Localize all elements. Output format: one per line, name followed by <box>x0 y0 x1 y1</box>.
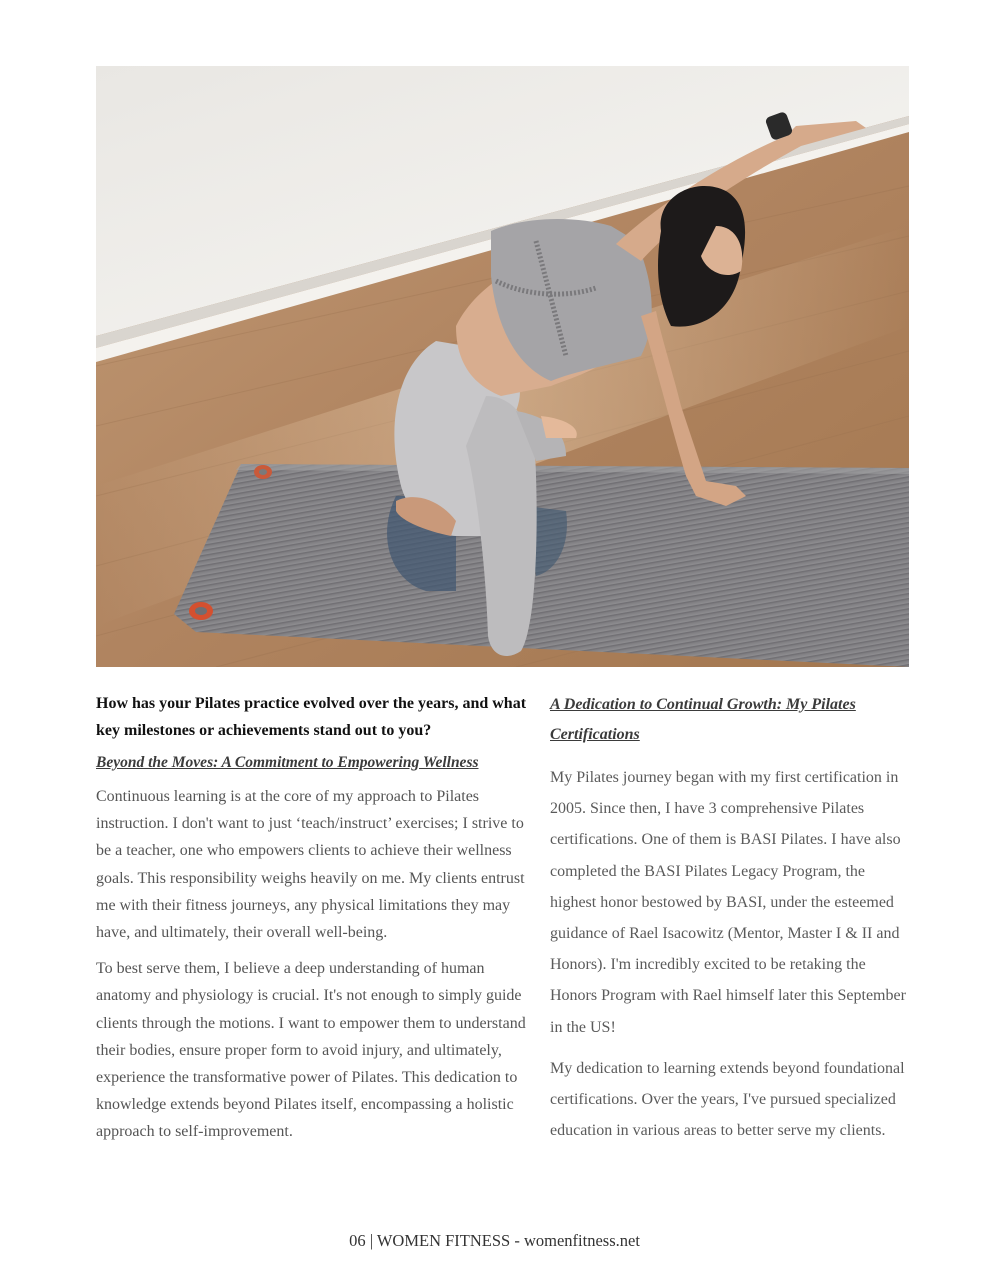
left-paragraph-2: To best serve them, I believe a deep understanding of human anatomy and physiology is crucial. It's not enough to simply guide clients through the motions. I want to empower them to understand their bodies, ensure proper form to avoid injury, and ultimately, experience the transformative power of Pilates. This dedication to knowledge extends beyond Pilates itself, encompassing a holistic approach to self-improvement. <box>96 960 526 1141</box>
right-paragraph-2: My dedication to learning extends beyond foundational certifications. Over the years, I've pursued specialized education in various areas to better serve my clients. <box>550 1059 905 1140</box>
page-footer: 06 | WOMEN FITNESS - womenfitness.net <box>349 1231 640 1250</box>
pilates-photo <box>96 66 909 667</box>
left-column <box>96 690 532 1146</box>
interview-question: How has your Pilates practice evolved over the years, and what key milestones or achievements stand out to you? <box>96 695 527 739</box>
right-subheading: A Dedication to Continual Growth: My Pilates Certifications <box>550 696 856 743</box>
right-column <box>550 690 910 1146</box>
left-subheading: Beyond the Moves: A Commitment to Empowering Wellness <box>96 754 479 771</box>
left-paragraph-1: Continuous learning is at the core of my approach to Pilates instruction. I don't want to just ‘teach/instruct’ exercises; I strive to be a teacher, one who empowers clients to achieve their wellness goals. This responsibility weighs heavily on me. My clients entrust me with their fitness journeys, any physical limitations they may have, and ultimately, their overall well-being. <box>96 788 525 942</box>
right-paragraph-1: My Pilates journey began with my first certification in 2005. Since then, I have 3 comprehensive Pilates certifications. One of them is BASI Pilates. I have also completed the BASI Pilates Legacy Program, the highest honor bestowed by BASI, under the esteemed guidance of Rael Isacowitz (Mentor, Master I & II and Honors). I'm incredibly excited to be retaking the Honors Program with Rael himself later this September in the US! <box>550 769 906 1036</box>
